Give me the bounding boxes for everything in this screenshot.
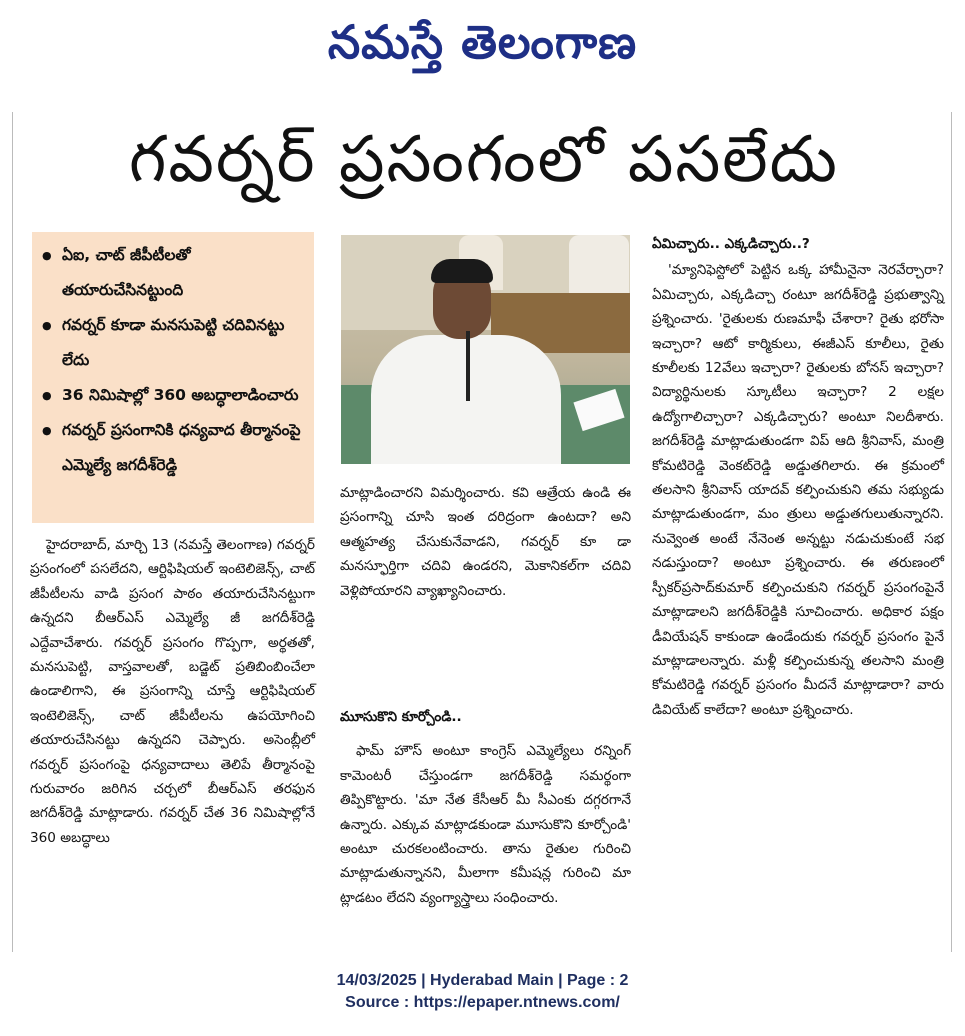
photo-microphone [466,331,470,401]
footer-date-edition: 14/03/2025 | Hyderabad Main | Page : 2 [336,972,629,989]
highlight-item: ● గవర్నర్ ప్రసంగానికి ధన్యవాద తీర్మానంపై ఎమ్మెల్యే జగదీశ్‌రెడ్డి [42,413,306,483]
article-column-2-bottom [340,705,631,910]
right-border [951,112,952,952]
article-paragraph: ఫామ్ హౌస్ అంటూ కాంగ్రెస్ ఎమ్మెల్యేలు రన్నింగ్ కామెంటరీ చేస్తుండగా జగదీశ్‌రెడ్డి సమర్థంగా తిప్పికొట్టారు. 'మా నేత కేసీఆర్ మీ సీఎంకు దగ్గరగానే ఉన్నారు. ఎక్కువ మాట్లాడకుండా మూసుకొని కూర్చోండి' అంటూ చురకలంటించారు. తాను రైతుల గురించి మాట్లాడుతున్నానని, మీలాగా కమీషన్ల గురించి మా ట్లాడటం లేదని వ్యంగ్యాస్త్రాలు సంధించారు. [340,743,631,906]
left-border [12,112,13,952]
photo-background-person [569,235,629,295]
article-paragraph: 'మ్యానిఫెస్టోలో పెట్టిన ఒక్క హామీనైనా నెరవేర్చారా? ఏమిచ్చారు, ఎక్కడిచ్చా రంటూ జగదీశ్‌రెడ్డి ప్రభుత్వాన్ని ప్రశ్నించారు. 'రైతులకు రుణమాఫీ చేశారా? రైతు భరోసా ఇచ్చారా? ఆటో కార్మికులు, ఈజీఎస్ కూలీలు, రైతు కూలీలకు 12వేలు ఇచ్చారా? రైతులకు బోనస్ ఇచ్చారా? విద్యార్థినులకు స్కూటీలు ఇచ్చారా? 2 లక్షల ఉద్యోగాలిచ్చారా? ఎక్కడిచ్చారు? అంటూ నిలదీశారు. జగదీశ్‌రెడ్డి మాట్లాడుతుండగా విప్ ఆది శ్రీనివాస్, మంత్రి కోమటిరెడ్డి వెంకట్‌రెడ్డి అడ్డుతగిలారు. ఈ క్రమంలో తలసాని శ్రీనివాస్ యాదవ్ కల్పించుకుని తమ సభ్యుడు మాట్లాడుతుండగా, మం త్రులు అడ్డుతగులుతున్నారని. నువ్వెంత అంటే నేనెంత అన్నట్టు నడుచుకుంటే సభ నడుస్తుందా? అంటూ ప్రశ్నించారు. ఈ తరుణంలో స్పీకర్‌ప్రసాద్‌కుమార్ కల్పించుకుని గవర్నర్ ప్రసంగంపైనే మాట్లాడాలని జగదీశ్‌రెడ్డికి సూచించారు. అధికార పక్షం డీవియేషన్ కాకుండా ఉండేందుకు గవర్నర్ ప్రసంగం పైనే మాట్లాడాలన్నారు. మళ్లీ కల్పించుకున్న తలసాని మంత్రి కోమటిరెడ్డి గవర్నర్ ప్రసంగం మీదనే మాట్లాడారా? వారు డివియేట్ కాలేదా? అంటూ ప్రశ్నించారు. [652,262,944,718]
headline: గవర్నర్ ప్రసంగంలో పసలేదు [129,123,839,197]
article-column-1 [30,533,315,850]
highlight-item: ● 36 నిమిషాల్లో 360 అబద్ధాలాడించారు [42,378,306,413]
article-paragraph: హైదరాబాద్, మార్చి 13 (నమస్తే తెలంగాణ) గవర్నర్ ప్రసంగంలో పసలేదని, ఆర్టిఫిషియల్ ఇంటెలిజెన్స్, చాట్ జీపీటీలను వాడి ప్రసంగ పాఠం తయారుచేసినట్టుగా ఉన్నదని బీఆర్‌ఎస్ ఎమ్మెల్యే జీ జగదీశ్‌రెడ్డి ఎద్దేవాచేశారు. గవర్నర్ ప్రసంగం గొప్పగా, అర్థతతో, మనసుపెట్టి, వాస్తవాలతో, బడ్జెట్ ప్రతిబింబించేలా ఉండాలిగాని, ఈ ప్రసంగాన్ని చూస్తే ఆర్టిఫిషియల్ ఇంటెలిజెన్స్, చాట్ జీపీటీలను ఉపయోగించి తయారుచేసినట్టు ఉన్నదని చెప్పారు. అసెంబ్లీలో గవర్నర్ ప్రసంగంపై ధన్యవాదాలు తెలిపే తీర్మానంపై గురువారం జరిగిన చర్చలో బీఆర్‌ఎస్ తరఫున జగదీశ్‌రెడ్డి మాట్లాడారు. గవర్నర్ చేత 36 నిమిషాల్లోనే 360 అబద్ధాలు [30,537,315,846]
article-column-3 [652,232,944,722]
subheading: ఏమిచ్చారు.. ఎక్కడిచ్చారు..? [652,236,810,252]
highlights-box [32,232,314,523]
photo-speaker-hair [431,259,493,283]
article-paragraph: మాట్లాడించారని విమర్శించారు. కవి ఆత్రేయ ఉండి ఈ ప్రసంగాన్ని చూసి ఇంత దరిద్రంగా ఉంటదా? అని ఆత్మహత్య చేసుకునేవాడని, గవర్నర్ కూ డా మనస్ఫూర్తిగా చదివి ఉండరని, మెకానికల్‌గా చదివి వెళ్లిపోయారని వ్యాఖ్యానించారు. [340,485,631,599]
article-column-2-top [340,481,631,603]
footer-source: Source : https://epaper.ntnews.com/ [345,994,620,1011]
highlight-item: ● ఏఐ, చాట్ జీపీటీలతో తయారుచేసినట్టుంది [42,238,306,308]
masthead-logo: నమస్తే తెలంగాణ [327,15,638,69]
highlight-item: ● గవర్నర్ కూడా మనసుపెట్టి చదివినట్టు లేదు [42,308,306,378]
subheading: మూసుకొని కూర్చోండి.. [340,709,462,725]
speaker-photo-icon [341,235,630,464]
footer [0,970,965,1014]
